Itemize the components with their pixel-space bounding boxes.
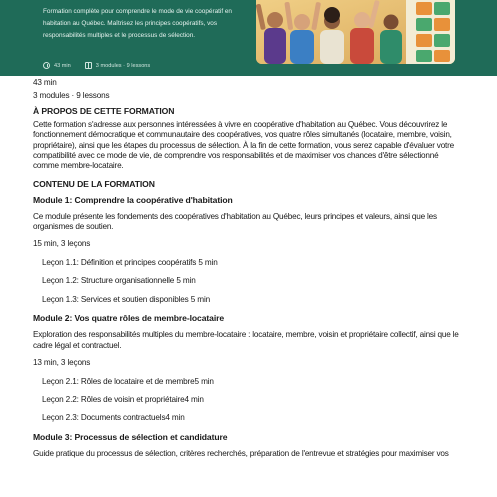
lesson-item[interactable]: Leçon 1.2: Structure organisationnelle 5 min — [42, 276, 196, 286]
lesson-item[interactable]: Leçon 1.3: Services et soutien disponibles 5 min — [42, 294, 211, 304]
about-text: Cette formation s'adresse aux personnes intéressées à vivre en coopérative d'habitation au Québec. Vous découvrirez le fonctionnement démocratique et communautaire des coopératives, vos quatre rôles simultanés (locataire, membre, voisin, propriétaire), ainsi que les étapes du processus de sélection. À la fin de cette formation, vous serez capable d'évaluer votre compatibilité avec ce mode de vie, de comprendre vos responsabilités et de maximiser vos chances d'être sélectionné comme membre-locataire. — [33, 119, 455, 171]
hero-photo — [256, 0, 455, 64]
module-title[interactable]: Module 3: Processus de sélection et candidature — [33, 431, 228, 442]
structure-text: 3 modules · 9 lessons — [95, 62, 151, 69]
module-description: Ce module présente les fondements des coopératives d'habitation au Québec, leurs principes et valeurs, ainsi que les organismes de soutien. — [33, 211, 437, 232]
summary-structure: 3 modules · 9 lessons — [33, 91, 110, 101]
about-heading: À PROPOS DE CETTE FORMATION — [33, 105, 175, 116]
module-description: Guide pratique du processus de sélection, critères recherchés, préparation de l'entrevue et stratégies pour maximiser vos — [33, 448, 449, 458]
clock-icon — [43, 62, 50, 69]
summary-duration: 43 min — [33, 78, 57, 87]
duration-meta — [43, 62, 71, 69]
course-description: Formation complète pour comprendre le mode de vie coopératif en habitation au Québec. Maîtrisez les principes coopératifs, vos responsabilités multiples et le processus de sélection. — [43, 8, 232, 40]
course-meta — [43, 62, 164, 69]
lesson-item[interactable]: Leçon 2.3: Documents contractuels4 min — [42, 413, 185, 423]
letter-tiles-board — [406, 0, 455, 64]
course-hero-banner — [0, 0, 497, 76]
lesson-item[interactable]: Leçon 2.2: Rôles de voisin et propriétaire4 min — [42, 394, 204, 404]
module-title[interactable]: Module 2: Vos quatre rôles de membre-locataire — [33, 313, 225, 324]
curriculum-heading: CONTENU DE LA FORMATION — [33, 178, 155, 189]
module-meta: 13 min, 3 leçons — [33, 358, 91, 368]
module-meta: 15 min, 3 leçons — [33, 238, 91, 248]
module-description: Exploration des responsabilités multiples du membre-locataire : locataire, membre, voisin et propriétaire collectif, ainsi que le cadre légal et contractuel. — [33, 330, 459, 350]
group-photo-illustration — [256, 0, 455, 64]
course-content — [33, 78, 465, 459]
book-icon — [85, 62, 92, 69]
structure-meta — [85, 62, 150, 69]
duration-text: 43 min — [54, 62, 71, 69]
module-title[interactable]: Module 1: Comprendre la coopérative d'habitation — [33, 194, 233, 205]
lesson-item[interactable]: Leçon 2.1: Rôles de locataire et de membre5 min — [42, 376, 214, 386]
lesson-item[interactable]: Leçon 1.1: Définition et principes coopératifs 5 min — [42, 258, 218, 268]
